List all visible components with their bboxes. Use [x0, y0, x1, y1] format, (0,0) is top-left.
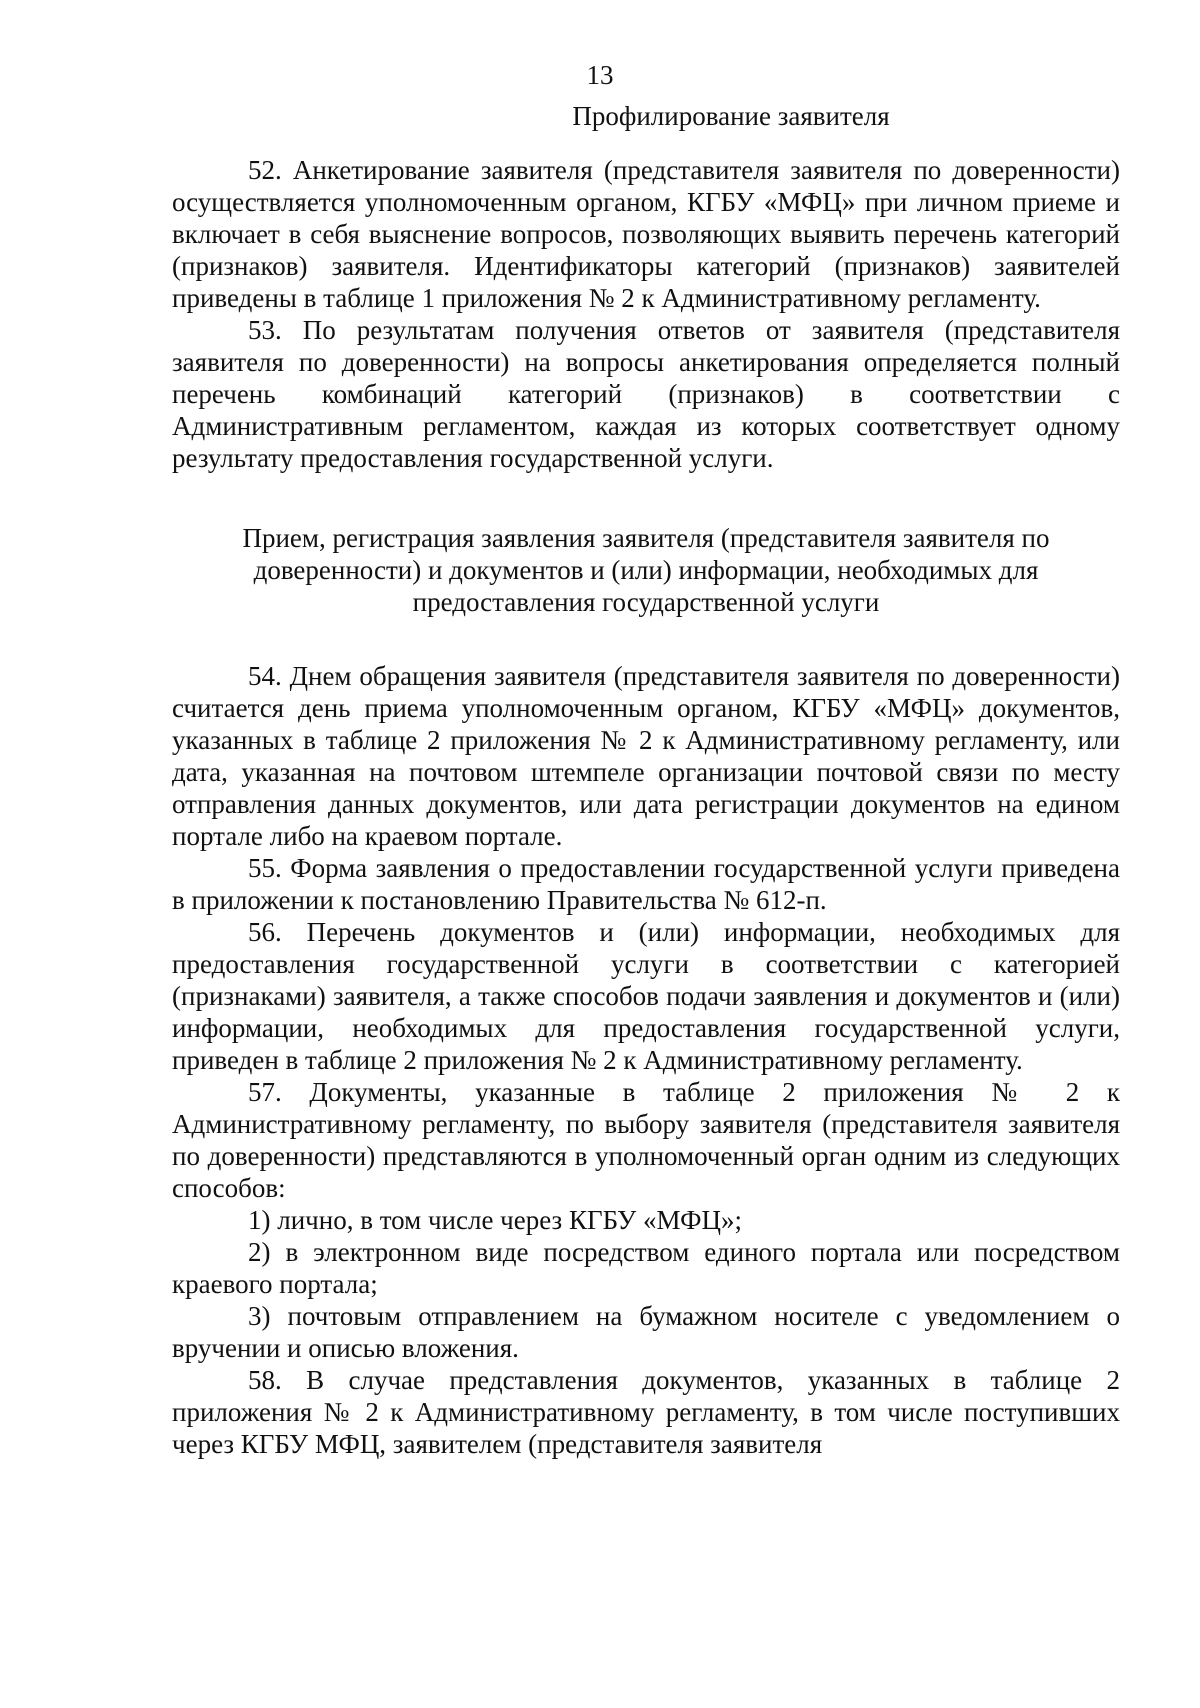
document-body — [172, 100, 1120, 1460]
paragraph-53: 53. По результатам получения ответов от заявителя (представителя заявителя по доверенности) на вопросы анкетирования определяется полный перечень комбинаций категорий (признаков) в соответствии с Административным регламентом, каждая из которых соответствует одному результату предоставления государственной услуги. — [172, 315, 1120, 473]
paragraph-54: 54. Днем обращения заявителя (представителя заявителя по доверенности) считается день приема уполномоченным органом, КГБУ «МФЦ» документов, указанных в таблице 2 приложения № 2 к Административному регламенту, или дата, указанная на почтовом штемпеле организации почтовой связи по месту отправления данных документов, или дата регистрации документов на едином портале либо на краевом портале. — [172, 661, 1120, 851]
section-heading-profiling: Профилирование заявителя — [572, 101, 890, 131]
section-heading-reception: Прием, регистрация заявления заявителя (представителя заявителя по доверенности) и документов и (или) информации, необходимых для предоставления государственной услуги — [242, 523, 1050, 617]
list-item-1: 1) лично, в том числе через КГБУ «МФЦ»; — [248, 1205, 742, 1235]
list-item-3: 3) почтовым отправлением на бумажном носителе с уведомлением о вручении и описью вложения. — [172, 1301, 1120, 1363]
paragraph-57: 57. Документы, указанные в таблице 2 приложения № 2 к Административному регламенту, по выбору заявителя (представителя заявителя по доверенности) представляются в уполномоченный орган одним из следующих способов: — [172, 1077, 1120, 1203]
page-number: 13 — [586, 60, 614, 90]
list-item-2: 2) в электронном виде посредством единого портала или посредством краевого портала; — [172, 1237, 1120, 1299]
paragraph-56: 56. Перечень документов и (или) информации, необходимых для предоставления государственной услуги в соответствии с категорией (признаками) заявителя, а также способов подачи заявления и документов и (или) информации, необходимых для предоставления государственной услуги, приведен в таблице 2 приложения № 2 к Административному регламенту. — [172, 917, 1120, 1075]
paragraph-55: 55. Форма заявления о предоставлении государственной услуги приведена в приложении к постановлению Правительства № 612-п. — [172, 853, 1120, 915]
paragraph-58: 58. В случае представления документов, указанных в таблице 2 приложения № 2 к Административному регламенту, в том числе поступивших через КГБУ МФЦ, заявителем (представителя заявителя — [172, 1365, 1120, 1459]
paragraph-52: 52. Анкетирование заявителя (представителя заявителя по доверенности) осуществляется уполномоченным органом, КГБУ «МФЦ» при личном приеме и включает в себя выяснение вопросов, позволяющих выявить перечень категорий (признаков) заявителя. Идентификаторы категорий (признаков) заявителей приведены в таблице 1 приложения № 2 к Административному регламенту. — [172, 155, 1120, 313]
